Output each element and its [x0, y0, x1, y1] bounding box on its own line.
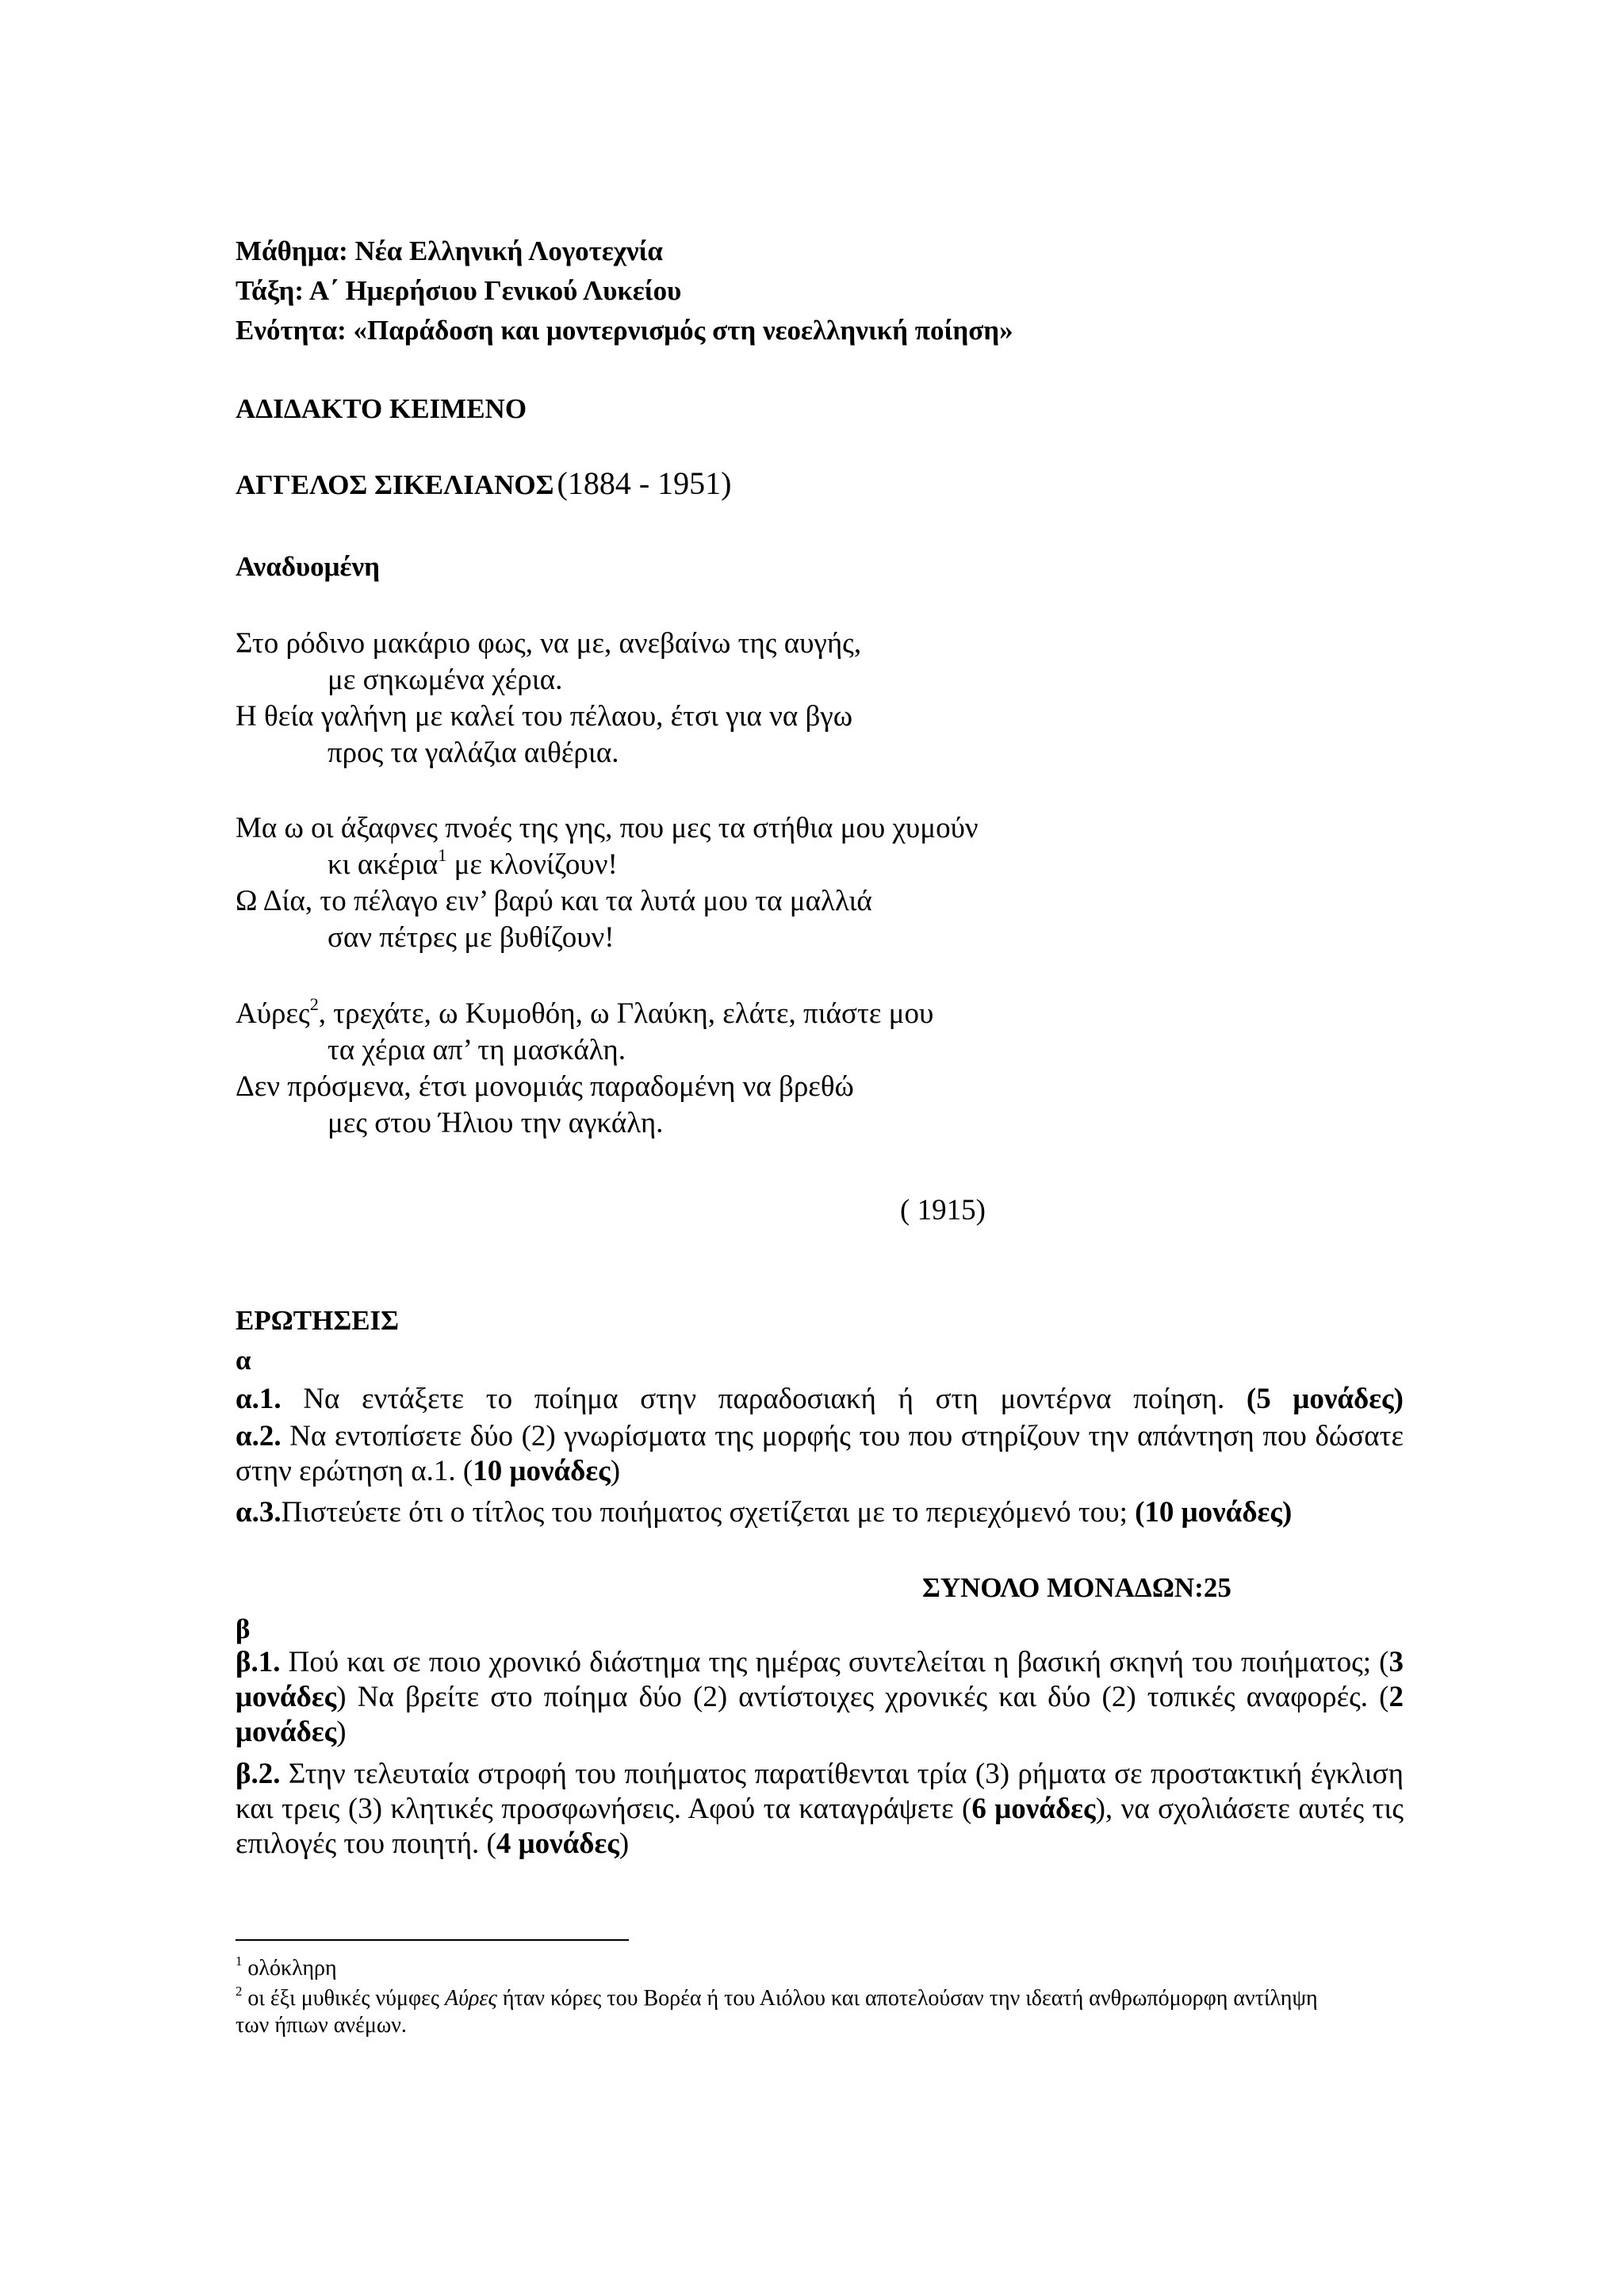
total-points: ΣΥΝΟΛΟ ΜΟΝΑΔΩΝ:25 [922, 1572, 1231, 1603]
section-title: ΑΔΙΔΑΚΤΟ ΚΕΙΜΕΝΟ [236, 393, 527, 424]
group-a-label: α [236, 1345, 251, 1376]
poem-line: με σηκωμένα χέρια. [327, 664, 563, 696]
footnote-ref-1[interactable]: 1 [438, 845, 447, 866]
poem-line: Στο ρόδινο μακάριο φως, να με, ανεβαίνω της αυγής, [236, 627, 862, 660]
question-b2: β.2. Στην τελευταία στροφή του ποιήματος παρατίθενται τρία (3) ρήματα σε προστακτική έγκλιση και τρεις (3) κλητικές προσφωνήσεις. Αφού τα καταγράψετε (6 μονάδες), να σχολιάσετε αυτές τις επιλογές του ποιητή. (4 μονάδες) [236, 1758, 1404, 1860]
unit-line: Ενότητα: «Παράδοση και μοντερνισμός στη νεοελληνική ποίηση» [236, 315, 1013, 346]
author-name: ΑΓΓΕΛΟΣ ΣΙΚΕΛΙΑΝΟΣ [236, 469, 554, 500]
footnote-divider [236, 1939, 629, 1941]
subject-line: Μάθημα: Νέα Ελληνική Λογοτεχνία [236, 235, 663, 266]
poem-line: σαν πέτρες με βυθίζουν! [327, 921, 615, 954]
footnote-2: $^2$ οι έξι μυθικές νύμφες Αύρες ήταν κόρες του Βορέα ή του Αιόλου και αποτελούσαν την ιδεατή ανθρωπόμορφη αντίληψη των ήπιων ανέμων. [236, 1984, 1318, 2038]
footnote-ref-2[interactable]: 2 [309, 994, 319, 1015]
poem-line: Ω Δία, το πέλαγο ειν’ βαρύ και τα λυτά μου τα μαλλιά [236, 885, 872, 917]
author-line [236, 465, 731, 503]
poem-date: ( 1915) [900, 1194, 986, 1226]
poem-title: Αναδυομένη [236, 551, 380, 582]
poem-line: μες στου Ήλιου την αγκάλη. [327, 1107, 664, 1139]
questions-heading: ΕΡΩΤΗΣΕΙΣ [236, 1305, 400, 1336]
question-a1: α.1. Να εντάξετε το ποίημα στην παραδοσιακή ή στη μοντέρνα ποίηση. (5 μονάδες) [236, 1383, 1404, 1415]
question-a2: α.2. Να εντοπίσετε δύο (2) γνωρίσματα της μορφής του που στηρίζουν την απάντηση που δώσατε στην ερώτηση α.1. (10 μονάδες) [236, 1420, 1404, 1487]
poem-line: Δεν πρόσμενα, έτσι μονομιάς παραδομένη να βρεθώ [236, 1070, 854, 1103]
question-b1: β.1. Πού και σε ποιο χρονικό διάστημα της ημέρας συντελείται η βασική σκηνή του ποιήματος; (3 μονάδες) Να βρείτε στο ποίημα δύο (2) αντίστοιχες χρονικές και δύο (2) τοπικές αναφορές. (2 μονάδες) [236, 1646, 1404, 1748]
poem-line: Αύρες$^2$, τρεχάτε, ω Κυμοθόη, ω Γλαύκη, ελάτε, πιάστε μου [236, 994, 934, 1030]
poem-line: τα χέρια απ’ τη μασκάλη. [327, 1034, 626, 1066]
group-b-label: β [236, 1613, 251, 1644]
poem-line: κι ακέρια$^1$ με κλονίζουν! [327, 845, 618, 881]
poem-line: Η θεία γαλήνη με καλεί του πέλαου, έτσι για να βγω [236, 700, 853, 733]
question-a3: α.3.Πιστεύετε ότι ο τίτλος του ποιήματος σχετίζεται με το περιεχόμενό του; (10 μονάδες) [236, 1496, 1293, 1529]
class-line: Τάξη: Α΄ Ημερήσιου Γενικού Λυκείου [236, 275, 682, 306]
poem-line: προς τα γαλάζια αιθέρια. [327, 737, 619, 769]
poem-line: Μα ω οι άξαφνες πνοές της γης, που μες τα στήθια μου χυμούν [236, 812, 979, 844]
author-years: (1884 - 1951) [557, 465, 732, 501]
footnote-1: $^1$ ολόκληρη [236, 1954, 337, 1980]
